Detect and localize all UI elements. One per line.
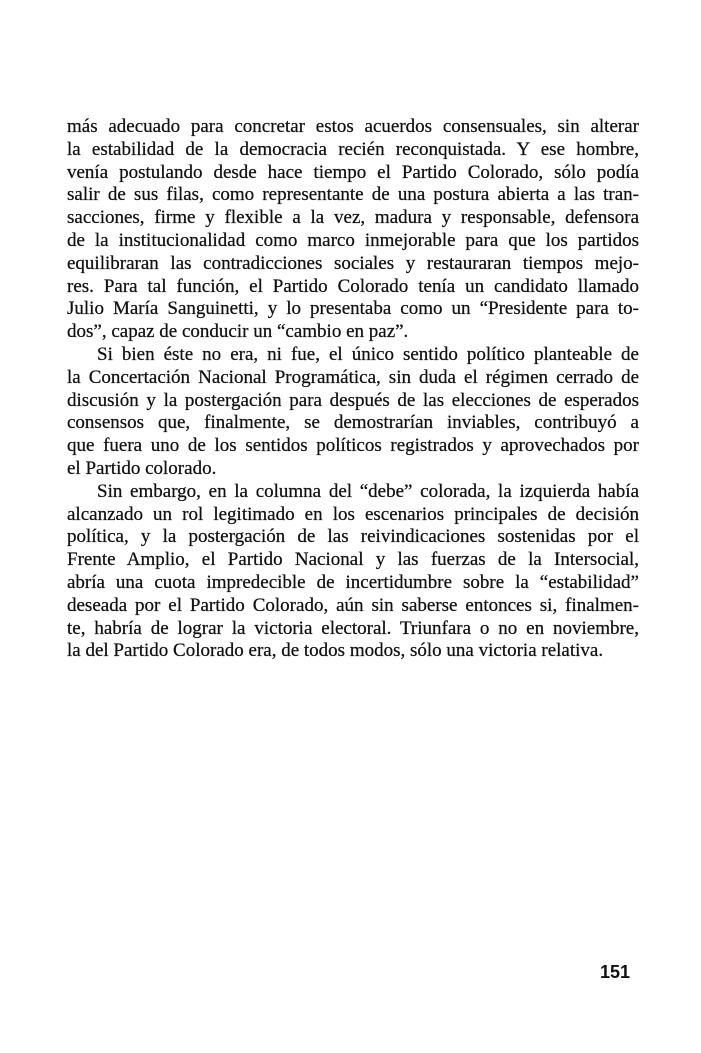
body-text	[67, 116, 639, 663]
text-line: sacciones, firme y flexible a la vez, madura y responsable, defensora	[67, 207, 639, 229]
text-line: venía postulando desde hace tiempo el Partido Colorado, sólo podía	[67, 161, 639, 183]
text-line: res. Para tal función, el Partido Colorado tenía un candidato llamado	[67, 275, 639, 297]
text-line: política, y la postergación de las reivindicaciones sostenidas por el	[67, 526, 639, 548]
text-line: equilibraran las contradicciones sociales y restauraran tiempos mejo-	[67, 252, 639, 274]
text-line: Sin embargo, en la columna del “debe” colorada, la izquierda había	[97, 480, 639, 502]
text-line: dos”, capaz de conducir un “cambio en paz”.	[67, 321, 409, 343]
text-line: más adecuado para concretar estos acuerdos consensuales, sin alterar	[67, 116, 639, 137]
paragraph	[67, 344, 639, 481]
text-line: consensos que, finalmente, se demostrarían inviables, contribuyó a	[67, 412, 639, 434]
text-line: de la institucionalidad como marco inmejorable para que los partidos	[67, 229, 639, 251]
text-line: salir de sus filas, como representante de una postura abierta a las tran-	[67, 184, 639, 206]
text-line: abría una cuota impredecible de incertidumbre sobre la “estabilidad”	[67, 571, 639, 593]
text-line: alcanzado un rol legitimado en los escenarios principales de decisión	[67, 503, 639, 525]
paragraph	[67, 481, 639, 663]
text-line: el Partido colorado.	[67, 457, 217, 479]
text-line: Julio María Sanguinetti, y lo presentaba como un “Presidente para to-	[67, 298, 639, 320]
page-number: 151	[599, 962, 630, 982]
text-line: que fuera uno de los sentidos políticos registrados y aprovechados por	[67, 435, 639, 457]
text-line: Si bien éste no era, ni fue, el único sentido político planteable de	[97, 343, 639, 365]
paragraph	[67, 116, 639, 344]
text-line: la estabilidad de la democracia recién reconquistada. Y ese hombre,	[67, 138, 639, 160]
text-line: discusión y la postergación para después de las elecciones de esperados	[67, 389, 639, 411]
text-line: la Concertación Nacional Programática, sin duda el régimen cerrado de	[67, 366, 639, 388]
text-line: deseada por el Partido Colorado, aún sin saberse entonces si, finalmen-	[67, 594, 639, 616]
text-line: te, habría de lograr la victoria electoral. Triunfara o no en noviembre,	[67, 617, 639, 639]
text-line: la del Partido Colorado era, de todos modos, sólo una victoria relativa.	[67, 640, 604, 662]
text-line: Frente Amplio, el Partido Nacional y las fuerzas de la Intersocial,	[67, 549, 639, 571]
